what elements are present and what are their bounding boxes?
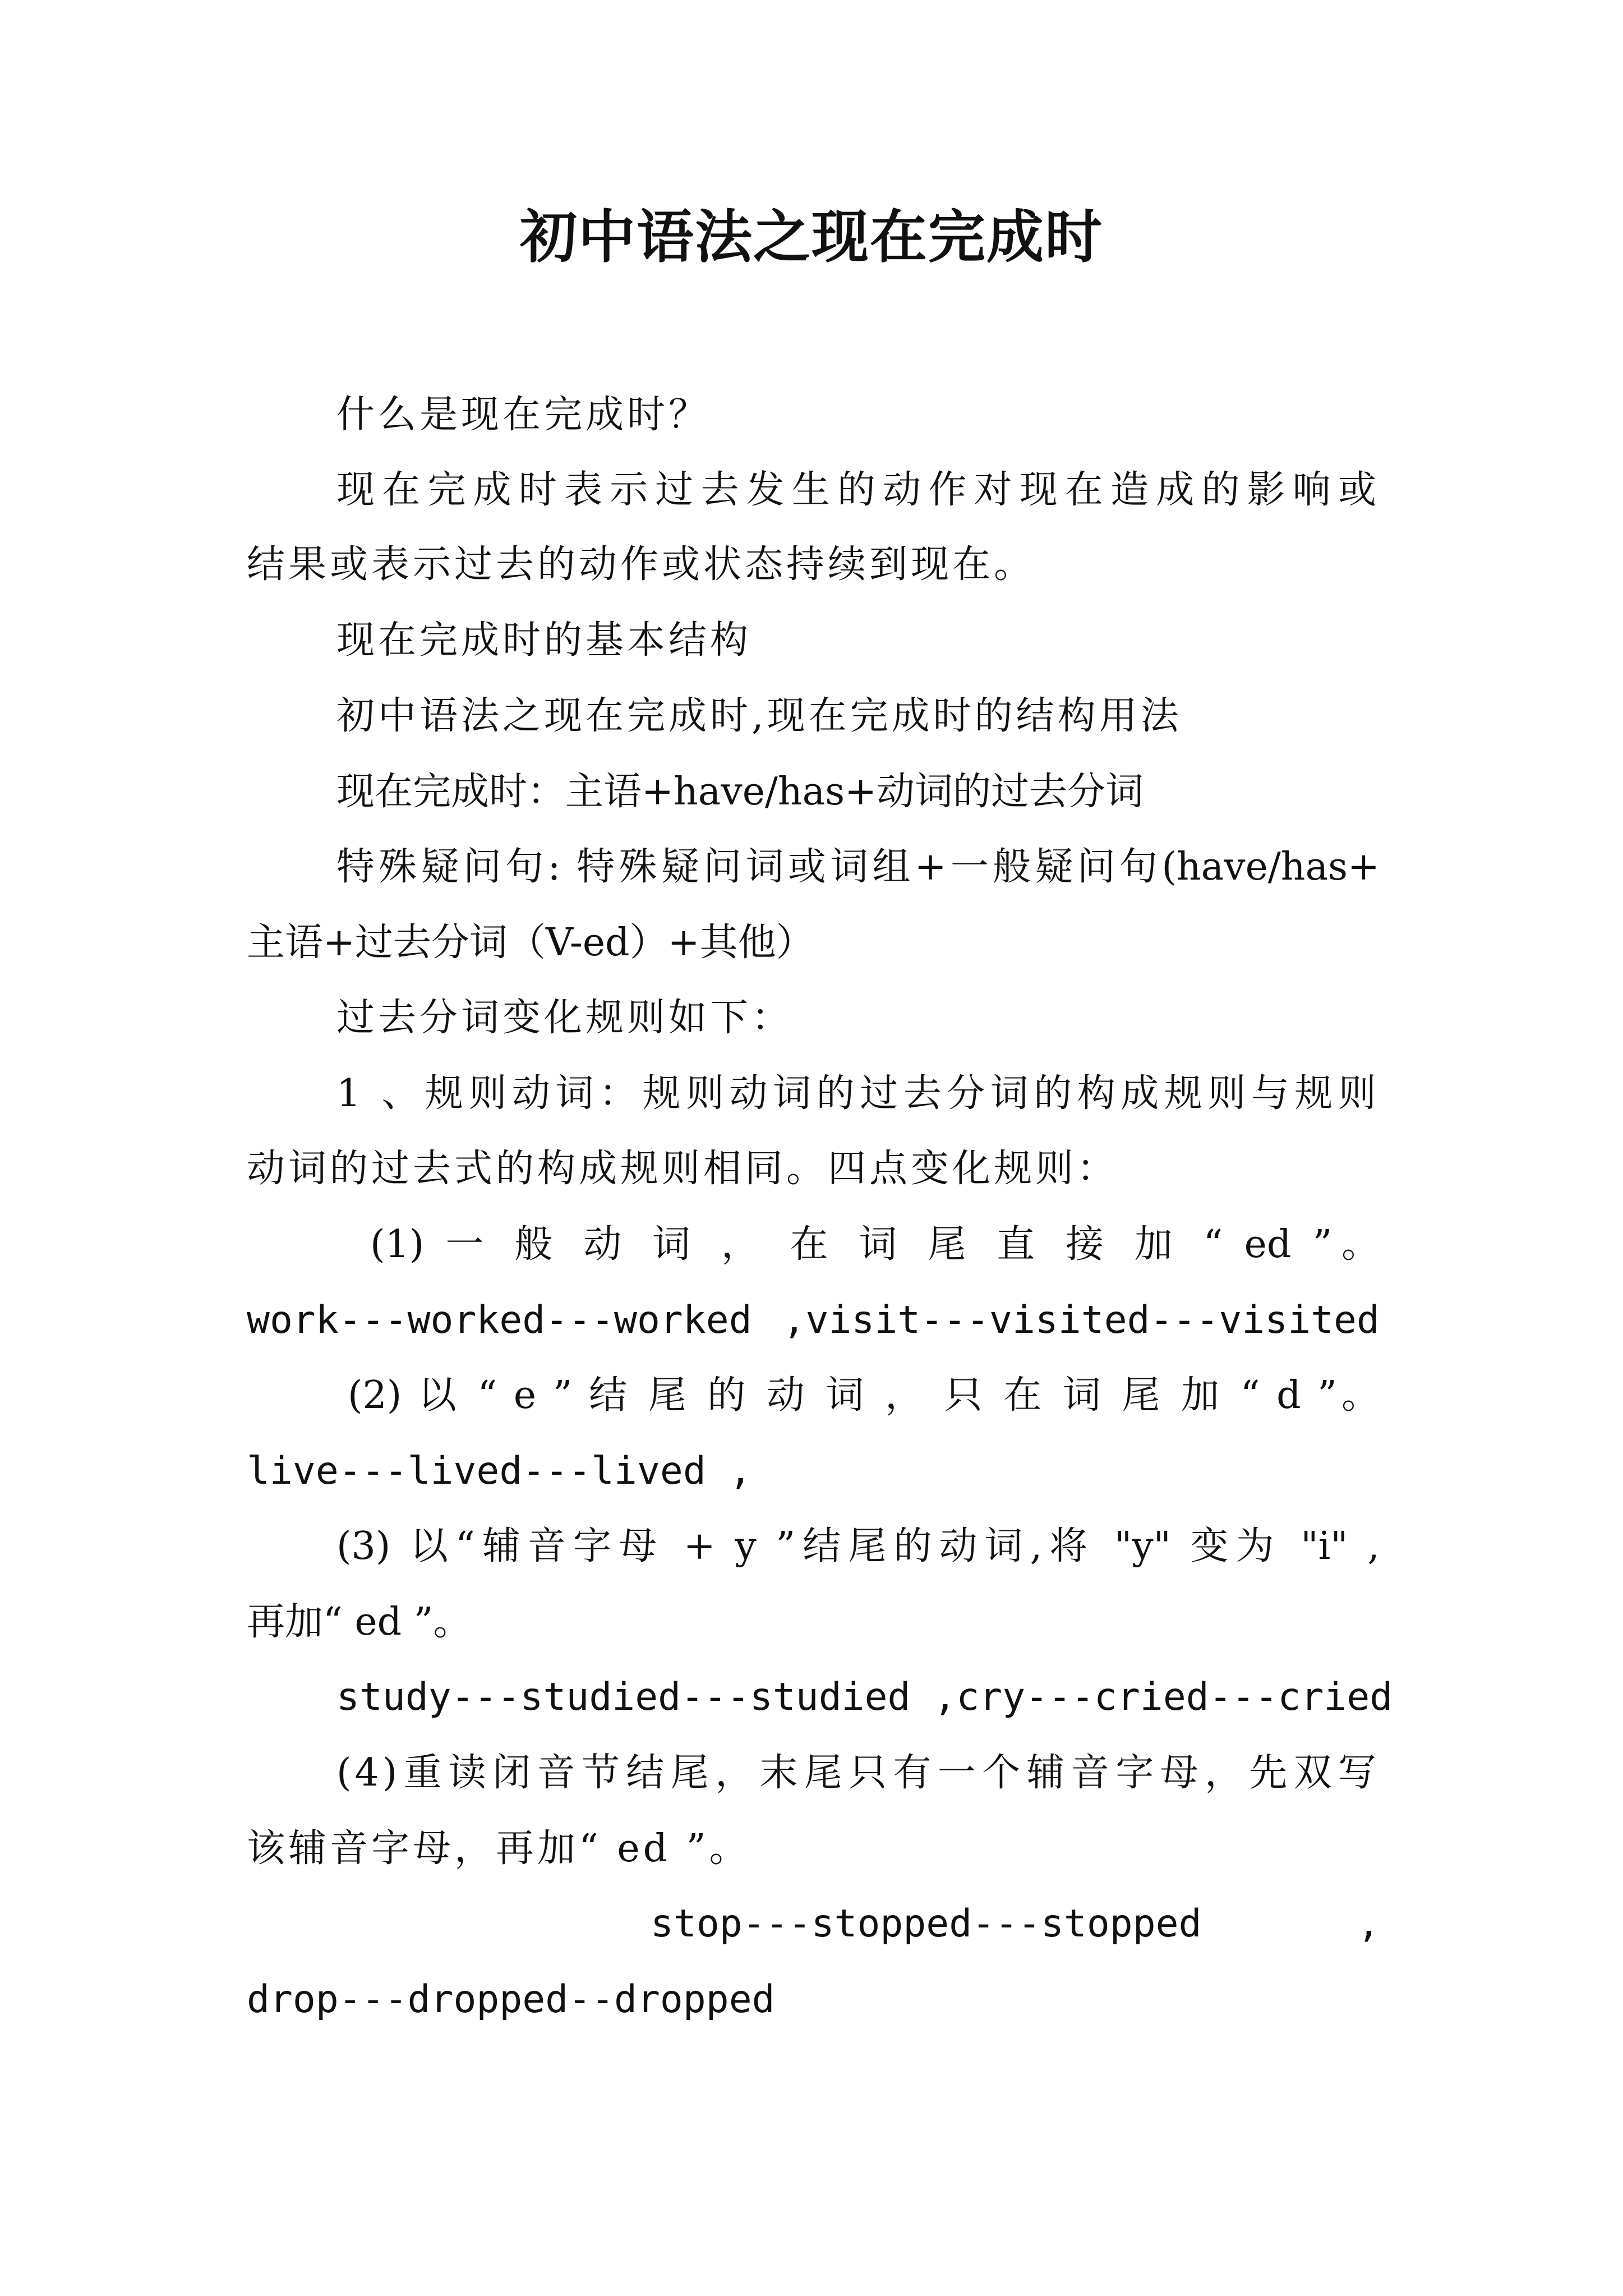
text-line: 该辅音字母，再加“ ed ”。: [247, 1826, 751, 1871]
text-line: 初中语法之现在完成时,现在完成时的结构用法: [336, 694, 1182, 738]
text-line: (2) 以 “ e ” 结 尾 的 动 词 ， 只 在 词 尾 加 “ d ”。: [348, 1373, 1380, 1418]
text-line: 动词的过去式的构成规则相同。四点变化规则：: [247, 1147, 1119, 1191]
text-line: 再加“ ed ”。: [247, 1600, 472, 1644]
page-title: 初中语法之现在完成时: [520, 204, 1103, 271]
text-line: 现在完成时：主语+have/has+动词的过去分词: [336, 770, 1144, 814]
text-line: 结果或表示过去的动作或状态持续到现在。: [247, 542, 1036, 587]
text-line: study---studied---studied ,cry---cried---cried: [336, 1675, 1393, 1719]
text-line: 特殊疑问句: 特殊疑问词或词组+一般疑问句(have/has+: [336, 845, 1380, 889]
text-line: 1 、规则动词：规则动词的过去分词的构成规则与规则: [336, 1071, 1380, 1116]
text-line: 现在完成时表示过去发生的动作对现在造成的影响或: [336, 468, 1380, 512]
text-line: 现在完成时的基本结构: [336, 618, 752, 662]
text-line: 过去分词变化规则如下：: [336, 996, 794, 1040]
text-line: (3) 以“辅音字母 + y ”结尾的动词,将 "y" 变为 "i" ,: [336, 1524, 1380, 1568]
text-line: (4)重读闭音节结尾，末尾只有一个辅音字母，先双写: [336, 1751, 1380, 1795]
text-line: live---lived---lived ,: [247, 1449, 752, 1493]
text-line: drop---dropped--dropped: [247, 1977, 775, 2022]
text-line: ,: [1357, 1902, 1380, 1946]
text-line: stop---stopped---stopped: [651, 1902, 1202, 1946]
text-line: (1) 一 般 动 词 ， 在 词 尾 直 接 加 “ ed ”。: [370, 1222, 1380, 1267]
text-line: 主语+过去分词（V-ed）+其他）: [247, 921, 814, 965]
text-line: work---worked---worked ,visit---visited---visited: [247, 1298, 1380, 1342]
text-line: 什么是现在完成时？: [336, 393, 711, 437]
